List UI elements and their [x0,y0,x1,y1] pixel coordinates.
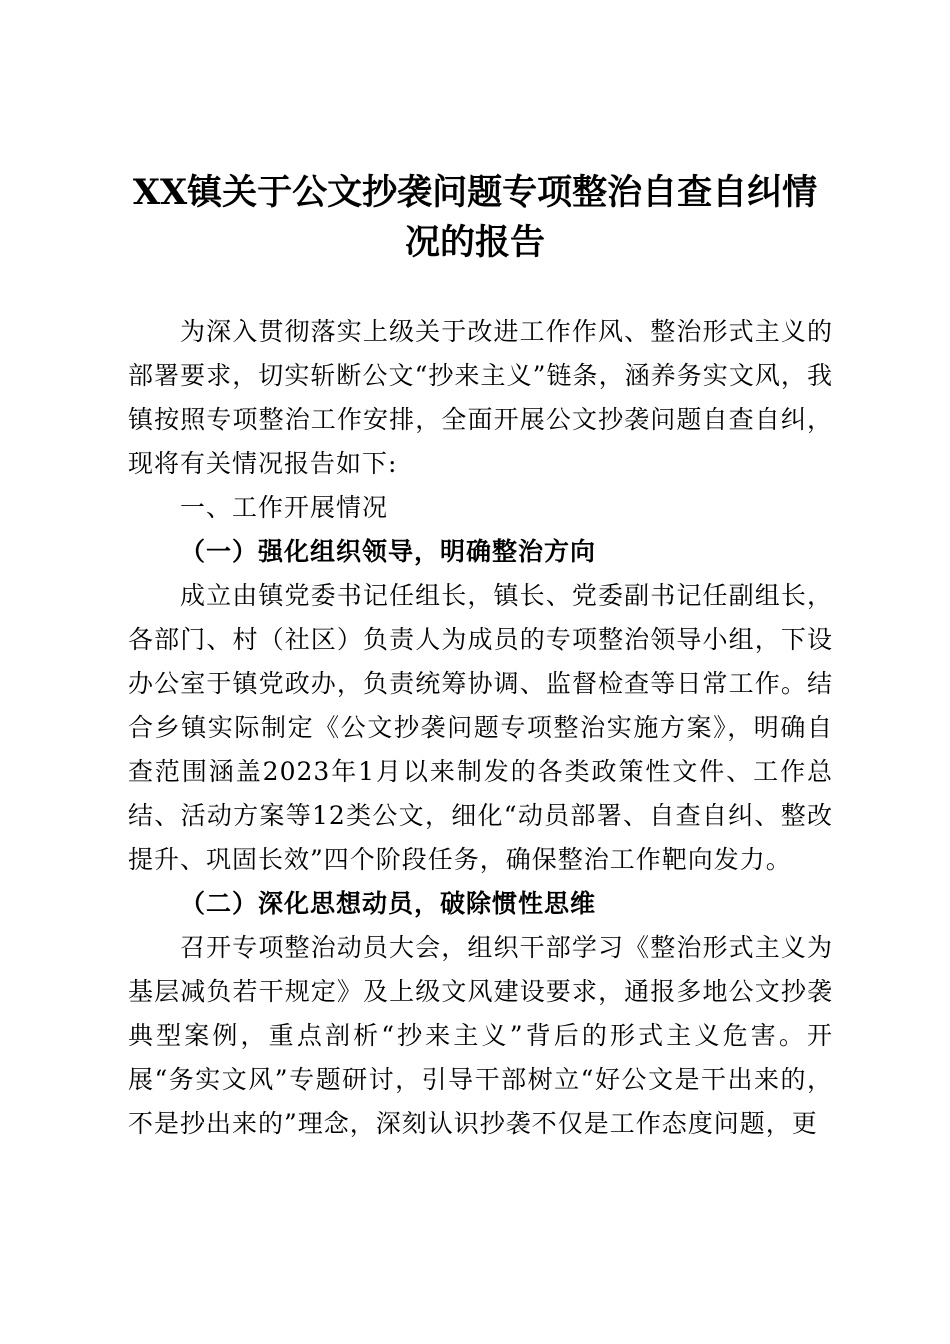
title-line-2: 况的报告 [404,222,545,263]
document-body [128,310,833,1146]
document-title [125,168,825,268]
title-line-1: XX镇关于公文抄袭问题专项整治自查自纠情 [132,172,818,213]
subsection-2-paragraph: 召开专项整治动员大会，组织干部学习《整治形式主义为基层减负若干规定》及上级文风建设要求，通报多地公文抄袭典型案例，重点剖析“抄来主义”背后的形式主义危害。开展“务实文风”专题研讨，引导干部树立“好公文是干出来的，不是抄出来的”理念，深刻认识抄袭不仅是工作态度问题，更 [128,933,833,1138]
subsection-2-heading: （二）深化思想动员，破除惯性思维 [180,889,597,918]
section-1-heading: 一、工作开展情况 [180,493,389,522]
subsection-1-paragraph: 成立由镇党委书记任组长，镇长、党委副书记任副组长，各部门、村（社区）负责人为成员的专项整治领导小组，下设办公室于镇党政办，负责统筹协调、监督检查等日常工作。结合乡镇实际制定《公文抄袭问题专项整治实施方案》，明确自查范围涵盖2023年1月以来制发的各类政策性文件、工作总结、活动方案等12类公文，细化“动员部署、自查自纠、整改提升、巩固长效”四个阶段任务，确保整治工作靶向发力。 [128,581,833,874]
intro-paragraph: 为深入贯彻落实上级关于改进工作作风、整治形式主义的部署要求，切实斩断公文“抄来主义”链条，涵养务实文风，我镇按照专项整治工作安排，全面开展公文抄袭问题自查自纠，现将有关情况报告如下: [128,317,833,478]
subsection-1-heading: （一）强化组织领导，明确整治方向 [180,537,597,566]
